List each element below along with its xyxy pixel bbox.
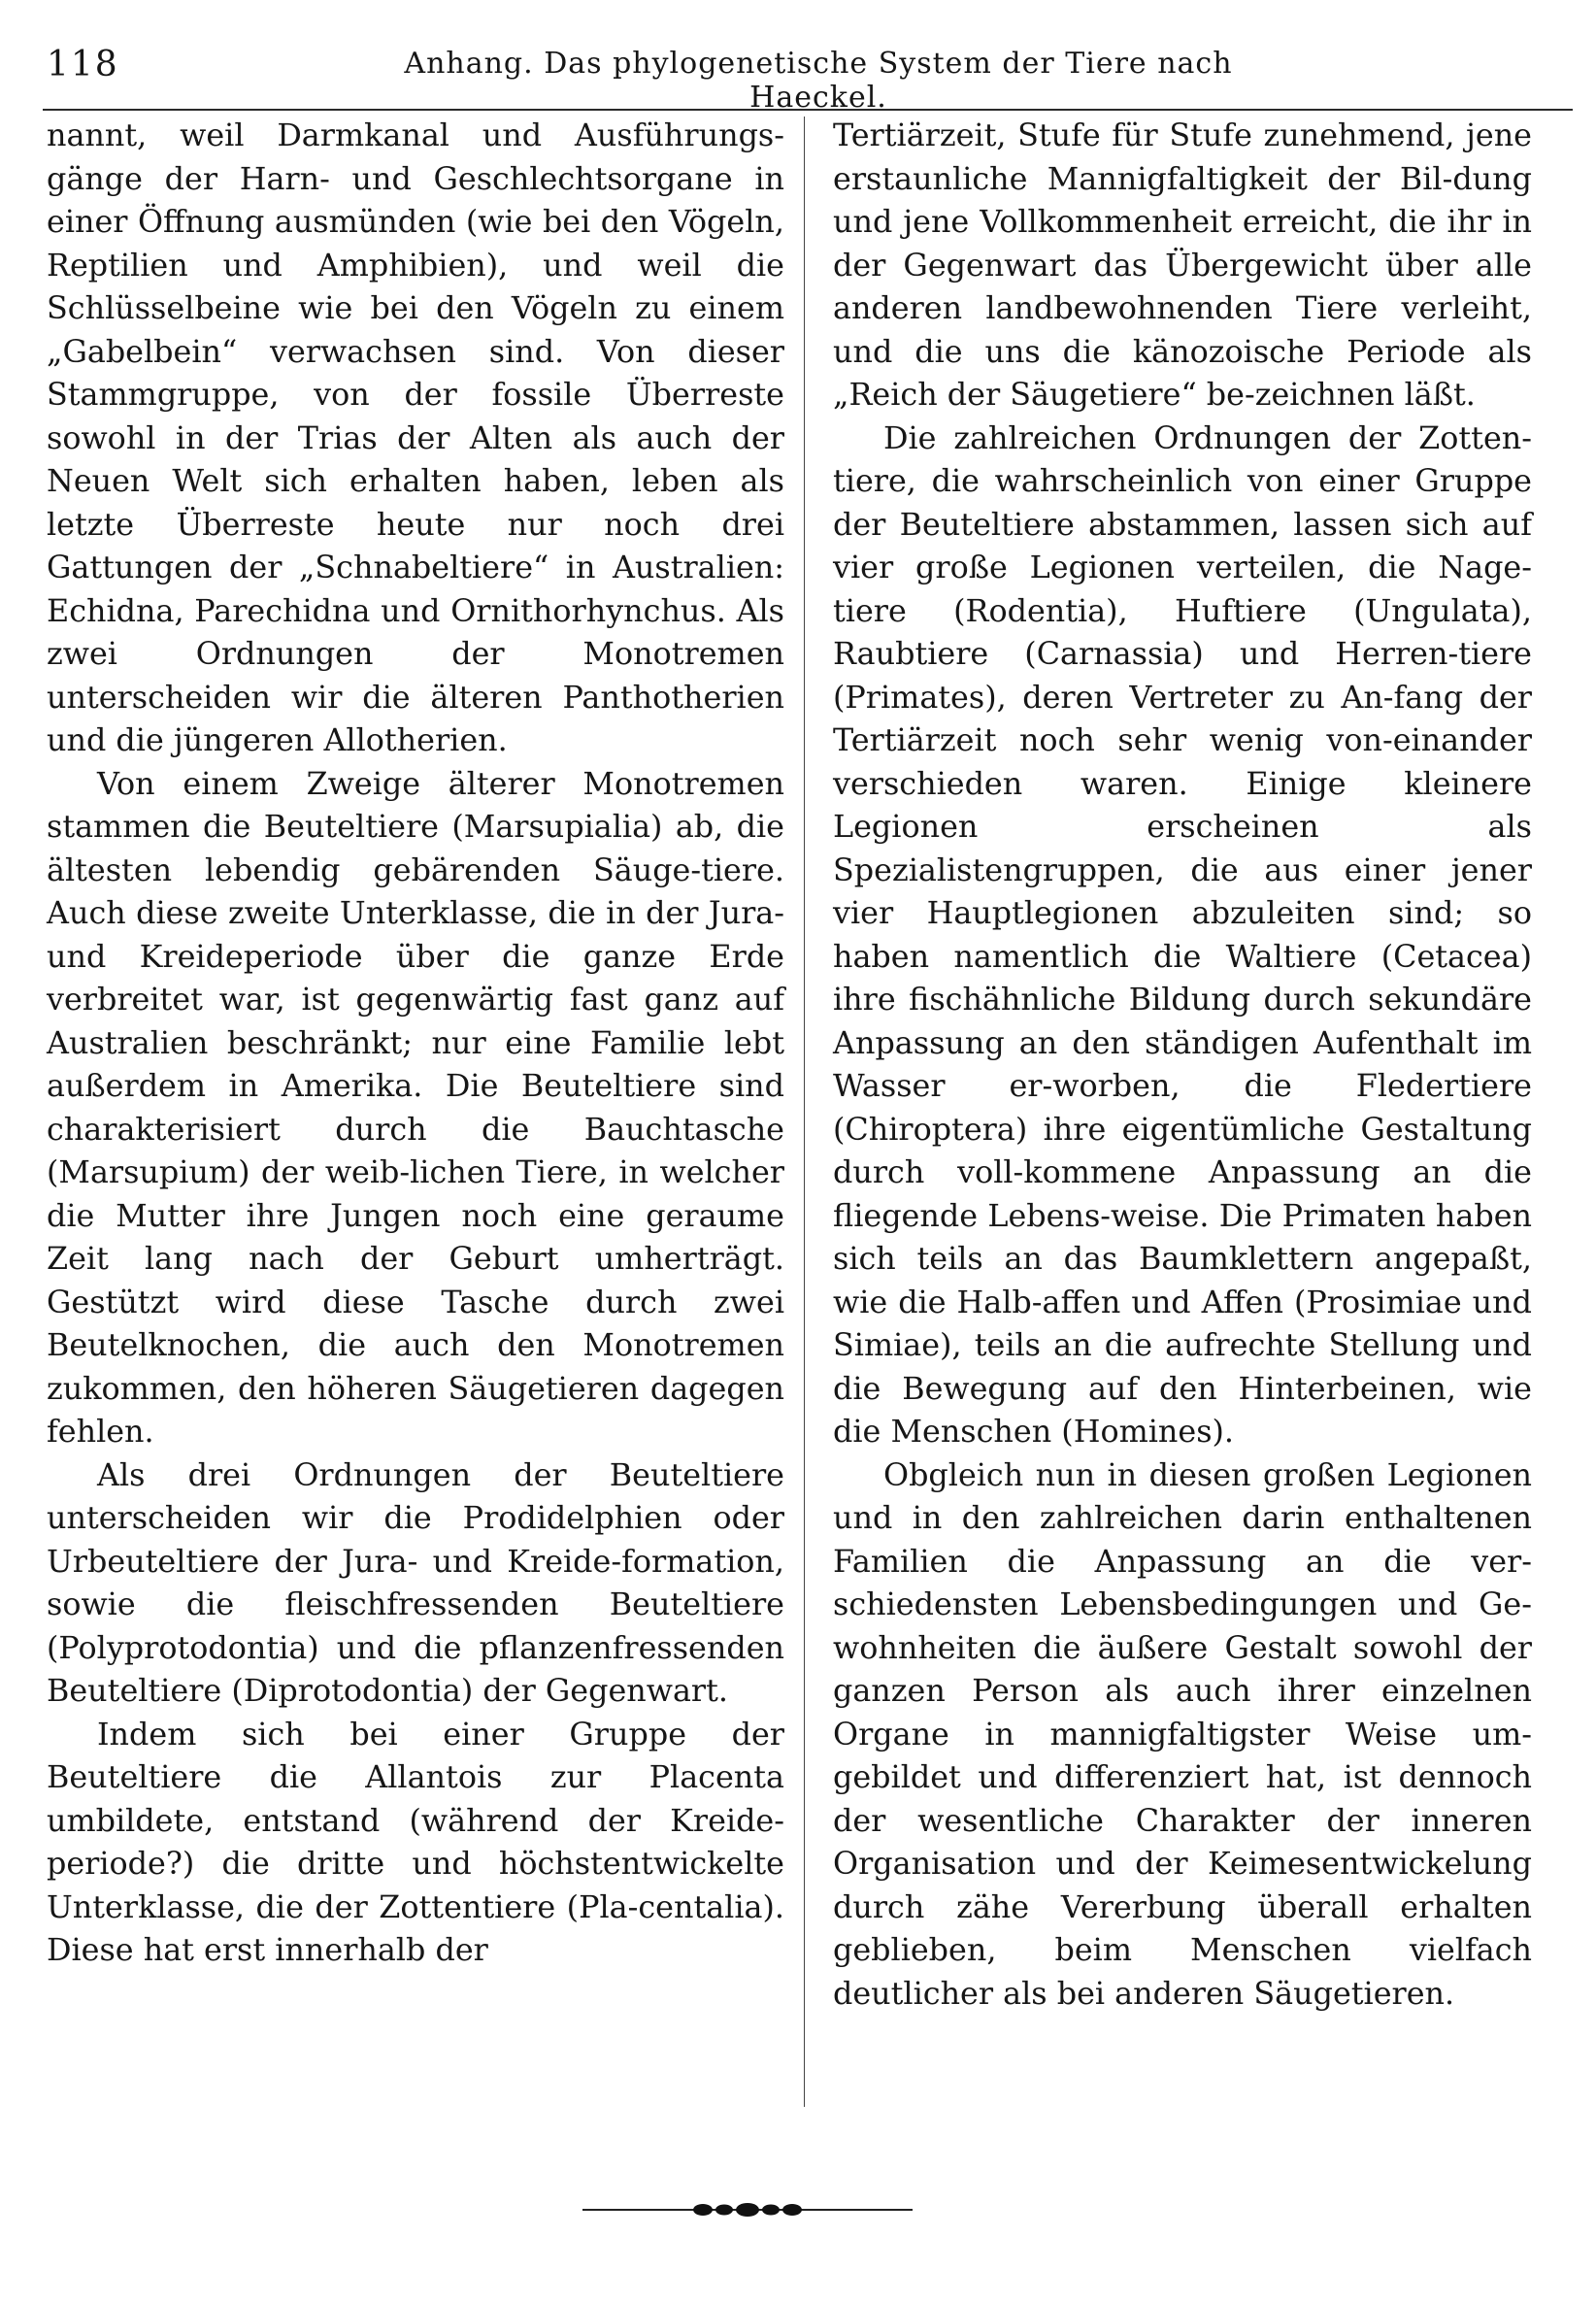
paragraph: Tertiärzeit, Stufe für Stufe zunehmend, jene erstaunliche Mannigfaltigkeit der Bil-dung und jene Vollkommenheit erreicht, die ihr in der Gegenwart das Übergewicht über alle anderen landbewohnenden Tiere verleiht, und die uns die känozoische Periode als „Reich der Säugetiere“ be-zeichnen läßt.: [833, 117, 1532, 413]
column-divider: [804, 117, 805, 2107]
paragraph: Indem sich bei einer Gruppe der Beuteltiere die Allantois zur Placenta umbildete, entstand (während der Kreide-periode?) die dritte und höchstentwickelte Unterklasse, die der Zottentiere (Pla-centalia). Diese hat erst innerhalb der: [47, 1716, 784, 1968]
paragraph: Die zahlreichen Ordnungen der Zotten-tiere, die wahrscheinlich von einer Gruppe der Beuteltiere abstammen, lassen sich auf vier große Legionen verteilen, die Nage-tiere (Rodentia), Huftiere (Ungulata), Raubtiere (Carnassia) und Herren-tiere (Primates), deren Vertreter zu An-fang der Tertiärzeit noch sehr wenig von-einander verschieden waren. Einige kleinere Legionen erscheinen als Spezialistengruppen, die aus einer jener vier Hauptlegionen abzuleiten sind; so haben namentlich die Waltiere (Cetacea) ihre fischähnliche Bildung durch sekundäre Anpassung an den ständigen Aufenthalt im Wasser er-worben, die Fledertiere (Chiroptera) ihre eigentümliche Gestaltung durch voll-kommene Anpassung an die fliegende Lebens-weise. Die Primaten haben sich teils an das Baumklettern angepaßt, wie die Halb-affen und Affen (Prosimiae und Simiae), teils an die aufrechte Stellung und die Bewegung auf den Hinterbeinen, wie die Menschen (Homines).: [833, 419, 1532, 1450]
paragraph: Als drei Ordnungen der Beuteltiere unterscheiden wir die Prodidelphien oder Urbeuteltiere der Jura- und Kreide-formation, sowie die fleischfressenden Beuteltiere (Polyprotodontia) und die pflanzenfressenden Beuteltiere (Diprotodontia) der Gegenwart.: [47, 1456, 784, 1709]
page-header: [47, 43, 1299, 115]
paragraph: Von einem Zweige älterer Monotremen stammen die Beuteltiere (Marsupialia) ab, die ältesten lebendig gebärenden Säuge-tiere. Auch diese zweite Unterklasse, die in der Jura- und Kreideperiode über die ganze Erde verbreitet war, ist gegenwärtig fast ganz auf Australien beschränkt; nur eine Familie lebt außerdem in Amerika. Die Beuteltiere sind charakterisiert durch die Bauchtasche (Marsupium) der weib-lichen Tiere, in welcher die Mutter ihre Jungen noch eine geraume Zeit lang nach der Geburt umherträgt. Gestützt wird diese Tasche durch zwei Beutelknochen, die auch den Monotremen zukommen, den höheren Säugetieren dagegen fehlen.: [47, 765, 784, 1450]
end-ornament: [582, 2198, 913, 2221]
header-rule: [43, 109, 1573, 111]
running-head: Anhang. Das phylogenetische System der Tiere nach Haeckel.: [404, 47, 1233, 115]
paragraph: Obgleich nun in diesen großen Legionen und in den zahlreichen darin enthaltenen Familien die Anpassung an die ver-schiedensten Lebensbedingungen und Ge-wohnheiten die äußere Gestalt sowohl der ganzen Person als auch ihrer einzelnen Organe in mannigfaltigster Weise um-gebildet und differenziert hat, ist dennoch der wesentliche Charakter der inneren Organisation und der Keimesentwickelung durch zähe Vererbung überall erhalten geblieben, beim Menschen vielfach deutlicher als bei anderen Säugetieren.: [833, 1456, 1532, 2012]
right-column: [833, 115, 1532, 2016]
left-column: [47, 115, 784, 1973]
page-number: 118: [47, 45, 119, 84]
paragraph: nannt, weil Darmkanal und Ausführungs-gänge der Harn- und Geschlechtsorgane in einer Öffnung ausmünden (wie bei den Vögeln, Reptilien und Amphibien), und weil die Schlüsselbeine wie bei den Vögeln zu einem „Gabelbein“ verwachsen sind. Von dieser Stammgruppe, von der fossile Überreste sowohl in der Trias der Alten als auch der Neuen Welt sich erhalten haben, leben als letzte Überreste heute nur noch drei Gattungen der „Schnabeltiere“ in Australien: Echidna, Parechidna und Ornithorhynchus. Als zwei Ordnungen der Monotremen unterscheiden wir die älteren Panthotherien und die jüngeren Allotherien.: [47, 117, 784, 758]
